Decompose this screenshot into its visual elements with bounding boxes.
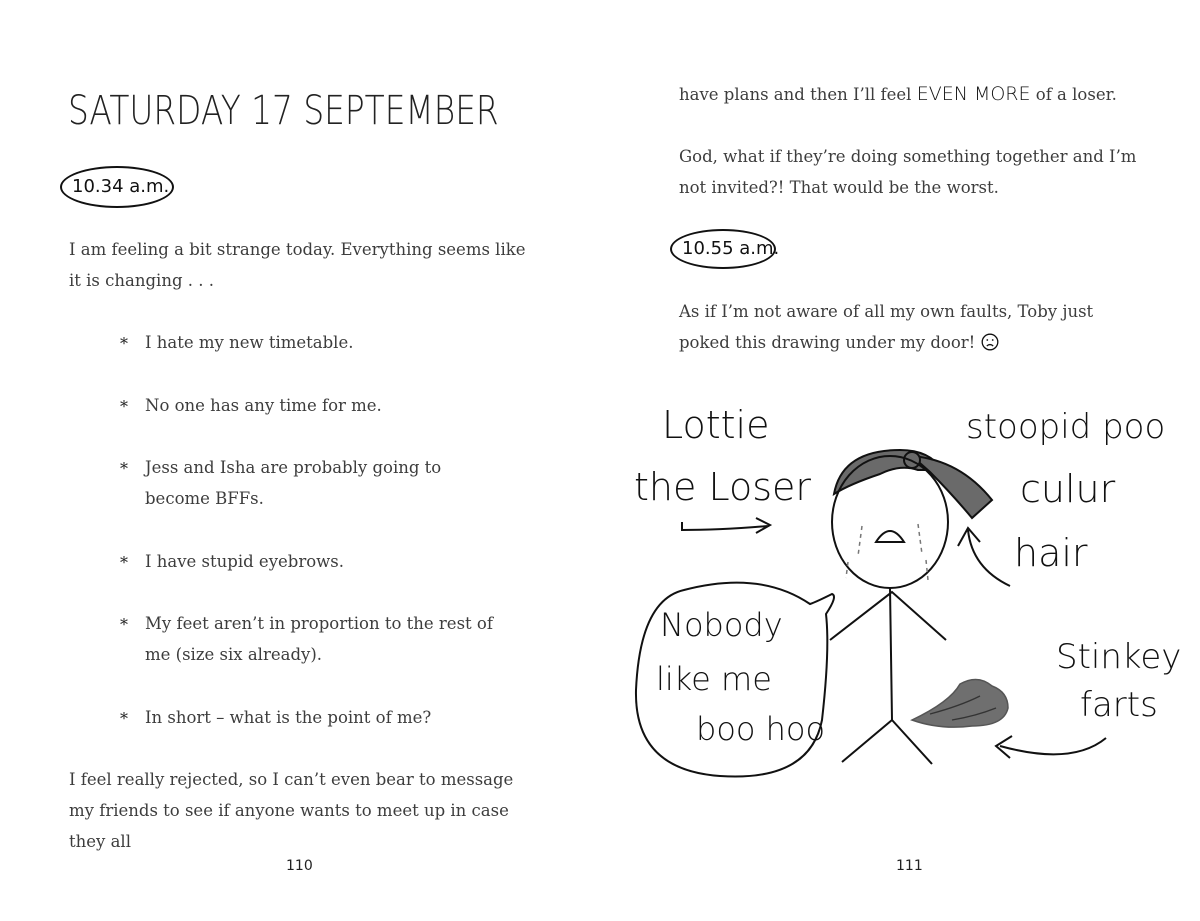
star-icon: * <box>120 615 128 634</box>
speech-like-me: like me <box>656 660 772 698</box>
star-icon: * <box>120 334 128 353</box>
time-bubble: 10.34 a.m. <box>60 166 174 208</box>
list-item <box>120 608 505 670</box>
ponytail-shape <box>912 456 992 518</box>
list-item-text: No one has any time for me. <box>145 396 382 415</box>
day-title: SATURDAY 17 SEPTEMBER <box>68 88 499 134</box>
sad-face-icon <box>981 333 999 351</box>
list-item <box>120 702 431 733</box>
star-icon: * <box>120 553 128 572</box>
curved-arrow-icon <box>958 528 1010 586</box>
body-shape <box>830 588 946 764</box>
list-item <box>120 452 445 514</box>
para-text: have plans and then I’ll feel <box>679 85 917 104</box>
closing-paragraph: I feel really rejected, so I can’t even bear to message my friends to see if anyone wants to meet up in case they all <box>69 770 514 851</box>
toby-drawing <box>600 390 1200 790</box>
label-culur: culur <box>1020 467 1116 511</box>
label-stoopid-poo: stoopid poo <box>966 407 1166 447</box>
label-farts: farts <box>1080 685 1158 725</box>
star-icon: * <box>120 397 128 416</box>
para-text: of a loser. <box>1030 85 1117 104</box>
fart-cloud-shape <box>912 679 1008 727</box>
arrow-left-icon <box>996 736 1106 758</box>
mouth-shape <box>876 531 904 542</box>
list-item-text: I hate my new timetable. <box>145 333 354 352</box>
list-item-text: My feet aren’t in proportion to the rest of me (size six already). <box>145 614 493 664</box>
label-the-loser: the Loser <box>634 465 811 509</box>
page-number: 111 <box>896 858 923 874</box>
right-page <box>600 0 1200 921</box>
label-lottie: Lottie <box>662 403 770 447</box>
drawing-intro-paragraph <box>679 296 1149 358</box>
intro-paragraph: I am feeling a bit strange today. Everything seems like it is changing . . . <box>69 240 526 290</box>
head-shape <box>832 456 948 588</box>
emphasis-text: EVEN MORE <box>916 83 1031 105</box>
arrow-right-icon <box>682 518 770 533</box>
worry-paragraph: God, what if they’re doing something together and I’m not invited?! That would be the worst. <box>679 147 1137 197</box>
time-bubble: 10.55 a.m. <box>670 229 776 269</box>
page-number: 110 <box>286 858 313 874</box>
star-icon: * <box>120 709 128 728</box>
label-stinkey: Stinkey <box>1056 637 1182 677</box>
list-item-text: Jess and Isha are probably going to become BFFs. <box>145 458 442 508</box>
list-item <box>120 327 353 358</box>
speech-nobody: Nobody <box>660 606 783 644</box>
continuation-paragraph <box>679 79 1149 110</box>
list-item-text: I have stupid eyebrows. <box>145 552 344 571</box>
list-item <box>120 546 344 577</box>
list-item <box>120 390 382 421</box>
star-icon: * <box>120 459 128 478</box>
para-text: As if I’m not aware of all my own faults, Toby just poked this drawing under my door! <box>679 302 1094 352</box>
label-hair: hair <box>1014 531 1088 575</box>
list-item-text: In short – what is the point of me? <box>145 708 432 727</box>
speech-boo-hoo: boo hoo <box>696 710 826 748</box>
